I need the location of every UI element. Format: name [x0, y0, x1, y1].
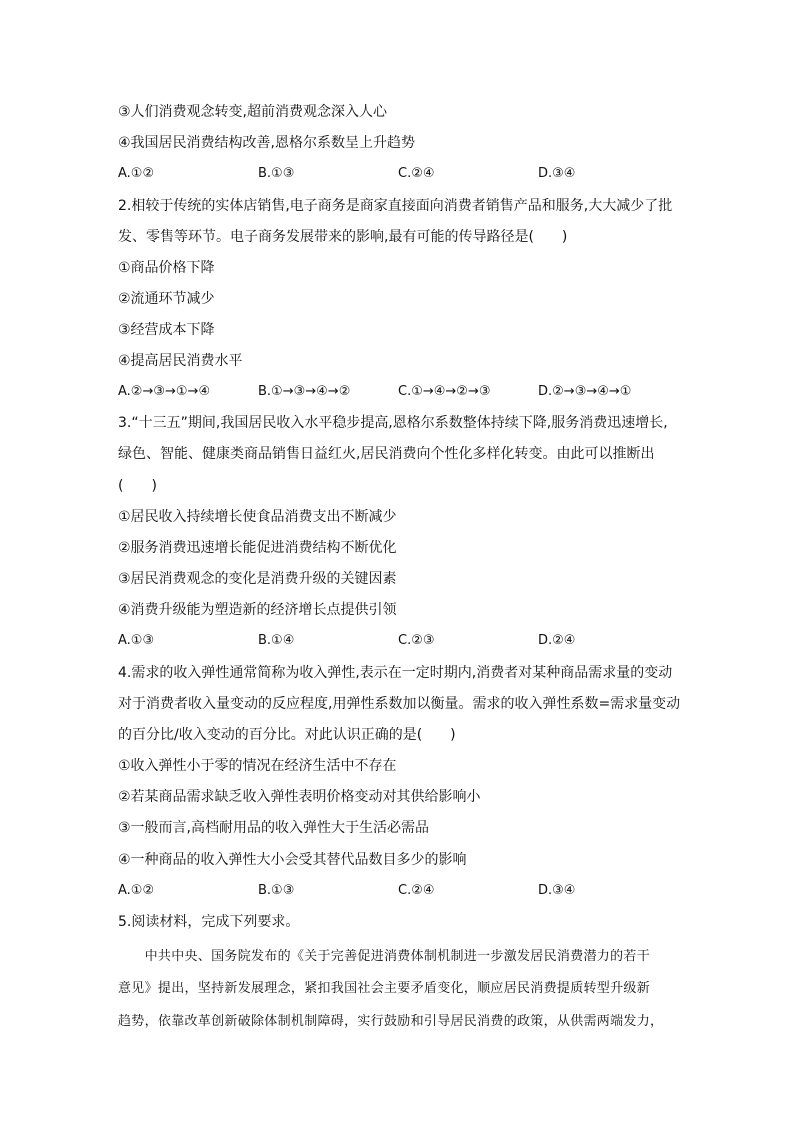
- q5-passage-line-3: 趋势，依靠改革创新破除体制机制障碍，实行鼓励和引导居民消费的政策，从供需两端发力，: [118, 1014, 664, 1029]
- q2-option-b: B.①→③→④→②: [258, 384, 351, 399]
- prev-question-item-3: ③人们消费观念转变,超前消费观念深入人心: [118, 104, 387, 120]
- q4-item-2: ②若某商品需求缺乏收入弹性表明价格变动对其供给影响小: [118, 789, 481, 805]
- q4-option-d: D.③④: [538, 883, 576, 898]
- prev-option-d: D.③④: [538, 166, 576, 181]
- q2-option-c: C.①→④→②→③: [398, 384, 491, 399]
- q4-stem-line-3: 的百分比/收入变动的百分比。对此认识正确的是( ): [118, 727, 456, 743]
- q4-stem-line-1: 4.需求的收入弹性通常简称为收入弹性,表示在一定时期内,消费者对某种商品需求量的变动: [118, 665, 673, 681]
- q5-passage-line-1: 中共中央、国务院发布的《关于完善促进消费体制机制进一步激发居民消费潜力的若干: [118, 949, 651, 964]
- q3-item-4: ④消费升级能为塑造新的经济增长点提供引领: [118, 602, 397, 618]
- q4-option-c: C.②④: [398, 883, 435, 898]
- q2-item-4: ④提高居民消费水平: [118, 353, 243, 369]
- q3-item-3: ③居民消费观念的变化是消费升级的关键因素: [118, 571, 397, 587]
- q4-item-3: ③一般而言,高档耐用品的收入弹性大于生活必需品: [118, 820, 429, 836]
- q3-option-a: A.①③: [118, 633, 155, 648]
- q4-option-a: A.①②: [118, 883, 155, 898]
- q3-stem-line-2: 绿色、智能、健康类商品销售日益红火,居民消费向个性化多样化转变。由此可以推断出: [118, 446, 655, 462]
- q3-option-b: B.①④: [258, 633, 295, 648]
- q2-stem-line-2: 发、零售等环节。电子商务发展带来的影响,最有可能的传导路径是( ): [118, 229, 568, 245]
- q2-stem-line-1: 2.相较于传统的实体店销售,电子商务是商家直接面向消费者销售产品和服务,大大减少了批: [118, 198, 673, 214]
- prev-option-b: B.①③: [258, 166, 295, 181]
- prev-option-c: C.②④: [398, 166, 435, 181]
- q2-option-a: A.②→③→①→④: [118, 384, 211, 399]
- q5-stem: 5.阅读材料，完成下列要求。: [118, 914, 300, 930]
- q2-item-1: ①商品价格下降: [118, 260, 215, 276]
- q2-item-2: ②流通环节减少: [118, 291, 215, 307]
- q5-passage-line-2: 意见》提出，坚持新发展理念，紧扣我国社会主要矛盾变化，顺应居民消费提质转型升级新: [118, 981, 651, 996]
- q3-stem-line-1: 3.“十三五”期间,我国居民收入水平稳步提高,恩格尔系数整体持续下降,服务消费迅速增长,: [118, 415, 668, 431]
- q4-item-4: ④一种商品的收入弹性大小会受其替代品数目多少的影响: [118, 852, 467, 868]
- q4-stem-line-2: 对于消费者收入量变动的反应程度,用弹性系数加以衡量。需求的收入弹性系数=需求量变动: [118, 696, 681, 712]
- q4-option-b: B.①③: [258, 883, 295, 898]
- q3-option-c: C.②③: [398, 633, 435, 648]
- prev-question-item-4: ④我国居民消费结构改善,恩格尔系数呈上升趋势: [118, 135, 415, 151]
- q4-item-1: ①收入弹性小于零的情况在经济生活中不存在: [118, 758, 397, 774]
- q2-option-d: D.②→③→④→①: [538, 384, 632, 399]
- q3-stem-line-3: ( ): [118, 478, 157, 494]
- q3-item-1: ①居民收入持续增长使食品消费支出不断减少: [118, 509, 397, 525]
- q3-item-2: ②服务消费迅速增长能促进消费结构不断优化: [118, 540, 397, 556]
- prev-option-a: A.①②: [118, 166, 155, 181]
- q2-item-3: ③经营成本下降: [118, 322, 215, 338]
- q3-option-d: D.②④: [538, 633, 576, 648]
